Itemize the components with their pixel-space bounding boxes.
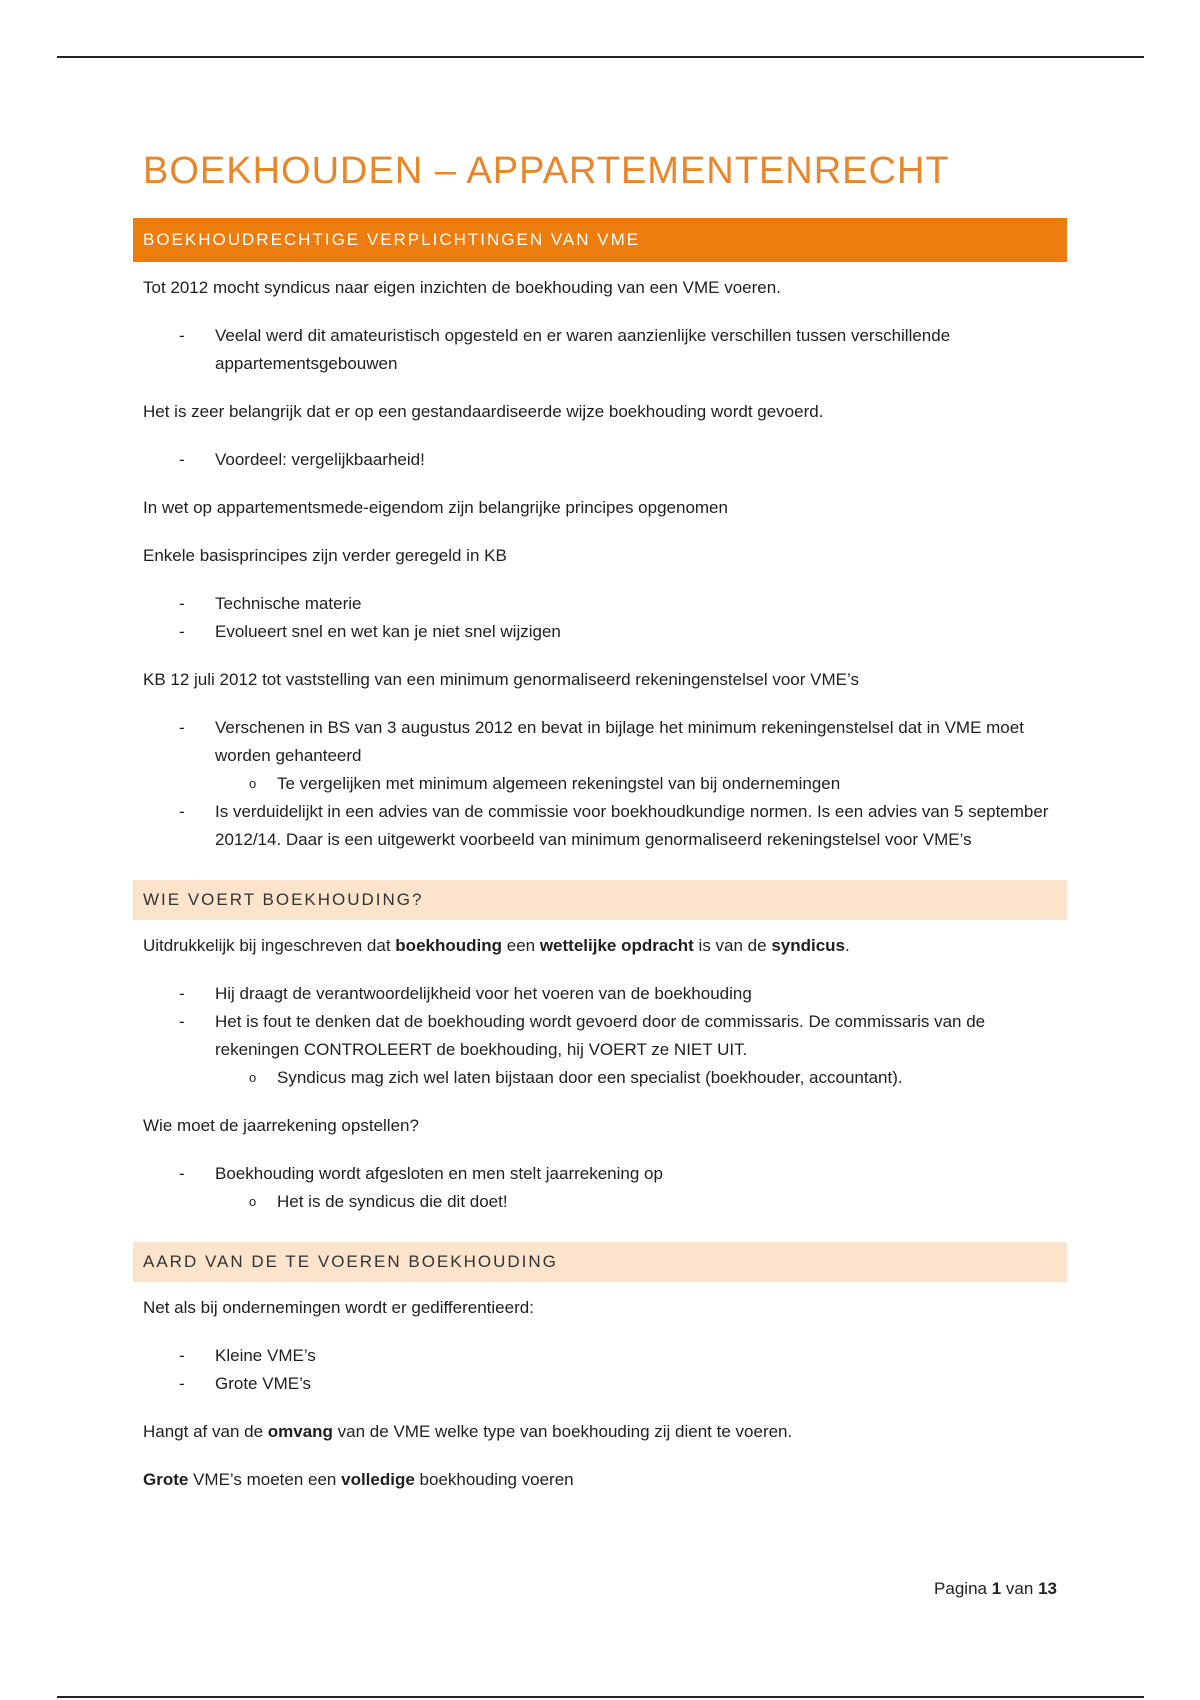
sub-bullet-list <box>215 1188 1067 1216</box>
list-item: - Kleine VME’s <box>133 1342 1067 1370</box>
bottom-rule <box>57 1696 1144 1698</box>
circle-bullet: o <box>249 1070 257 1085</box>
bullet-list <box>133 590 1067 646</box>
list-item: - Voordeel: vergelijkbaarheid! <box>133 446 1067 474</box>
sub-list-item: o Het is de syndicus die dit doet! <box>205 1188 1067 1216</box>
dash-bullet: - <box>179 622 185 641</box>
dash-bullet: - <box>179 1374 185 1393</box>
paragraph: Grote VME’s moeten een volledige boekhouding voeren <box>143 1470 574 1489</box>
dash-bullet: - <box>179 450 185 469</box>
dash-bullet: - <box>179 1346 185 1365</box>
bullet-list <box>133 980 1067 1092</box>
section-heading-verplichtingen: BOEKHOUDRECHTIGE VERPLICHTINGEN VAN VME <box>133 218 1067 262</box>
page-number: Pagina 1 van 13 <box>934 1579 1057 1598</box>
paragraph: In wet op appartementsmede-eigendom zijn belangrijke principes opgenomen <box>143 498 728 517</box>
dash-bullet: - <box>179 718 185 737</box>
bullet-list <box>133 322 1067 378</box>
sub-bullet-list <box>215 770 1067 798</box>
list-item: - Is verduidelijkt in een advies van de commissie voor boekhoudkundige normen. Is een advies van 5 september 2012/14. Daar is een uitgewerkt voorbeeld van minimum genormaliseerd rekeningstelsel voor VME’s <box>133 798 1067 854</box>
bullet-list <box>133 1160 1067 1216</box>
dash-bullet: - <box>179 1012 185 1031</box>
list-item: - Technische materie <box>133 590 1067 618</box>
paragraph: Tot 2012 mocht syndicus naar eigen inzichten de boekhouding van een VME voeren. <box>143 278 781 297</box>
document-title: BOEKHOUDEN – APPARTEMENTENRECHT <box>143 150 950 192</box>
paragraph: Hangt af van de omvang van de VME welke type van boekhouding zij dient te voeren. <box>143 1422 793 1441</box>
paragraph: Uitdrukkelijk bij ingeschreven dat boekhouding een wettelijke opdracht is van de syndicus. <box>143 936 850 955</box>
dash-bullet: - <box>179 984 185 1003</box>
dash-bullet: - <box>179 1164 185 1183</box>
list-item: - Hij draagt de verantwoordelijkheid voor het voeren van de boekhouding <box>133 980 1067 1008</box>
list-item: - Evolueert snel en wet kan je niet snel wijzigen <box>133 618 1067 646</box>
section-heading-aard: AARD VAN DE TE VOEREN BOEKHOUDING <box>133 1242 1067 1282</box>
sub-list-item: o Syndicus mag zich wel laten bijstaan door een specialist (boekhouder, accountant). <box>205 1064 1067 1092</box>
list-item: - Verschenen in BS van 3 augustus 2012 en bevat in bijlage het minimum rekeningenstelsel dat in VME moet worden gehanteerd o Te vergelijken met minimum algemeen rekeningstel van bij ondernemingen <box>133 714 1067 798</box>
circle-bullet: o <box>249 1194 257 1209</box>
bullet-list <box>133 446 1067 474</box>
bullet-list <box>133 1342 1067 1398</box>
list-item: - Grote VME’s <box>133 1370 1067 1398</box>
document-body <box>133 148 1067 1514</box>
list-item: - Het is fout te denken dat de boekhouding wordt gevoerd door de commissaris. De commissaris van de rekeningen CONTROLEERT de boekhouding, hij VOERT ze NIET UIT. o Syndicus mag zich wel laten bijstaan door een specialist (boekhouder, accountant). <box>133 1008 1067 1092</box>
circle-bullet: o <box>249 776 257 791</box>
paragraph: Wie moet de jaarrekening opstellen? <box>143 1116 419 1135</box>
list-item: - Boekhouding wordt afgesloten en men stelt jaarrekening op o Het is de syndicus die dit doet! <box>133 1160 1067 1216</box>
dash-bullet: - <box>179 326 185 345</box>
top-rule <box>57 56 1144 58</box>
dash-bullet: - <box>179 594 185 613</box>
bullet-list <box>133 714 1067 854</box>
paragraph: Net als bij ondernemingen wordt er gedifferentieerd: <box>143 1298 534 1317</box>
list-item: - Veelal werd dit amateuristisch opgesteld en er waren aanzienlijke verschillen tussen verschillende appartementsgebouwen <box>133 322 1067 378</box>
dash-bullet: - <box>179 802 185 821</box>
paragraph: Enkele basisprincipes zijn verder geregeld in KB <box>143 546 507 565</box>
paragraph: KB 12 juli 2012 tot vaststelling van een minimum genormaliseerd rekeningenstelsel voor VME’s <box>143 670 859 689</box>
section-heading-wie-voert: WIE VOERT BOEKHOUDING? <box>133 880 1067 920</box>
sub-bullet-list <box>215 1064 1067 1092</box>
sub-list-item: o Te vergelijken met minimum algemeen rekeningstel van bij ondernemingen <box>205 770 1067 798</box>
paragraph: Het is zeer belangrijk dat er op een gestandaardiseerde wijze boekhouding wordt gevoerd. <box>143 402 824 421</box>
